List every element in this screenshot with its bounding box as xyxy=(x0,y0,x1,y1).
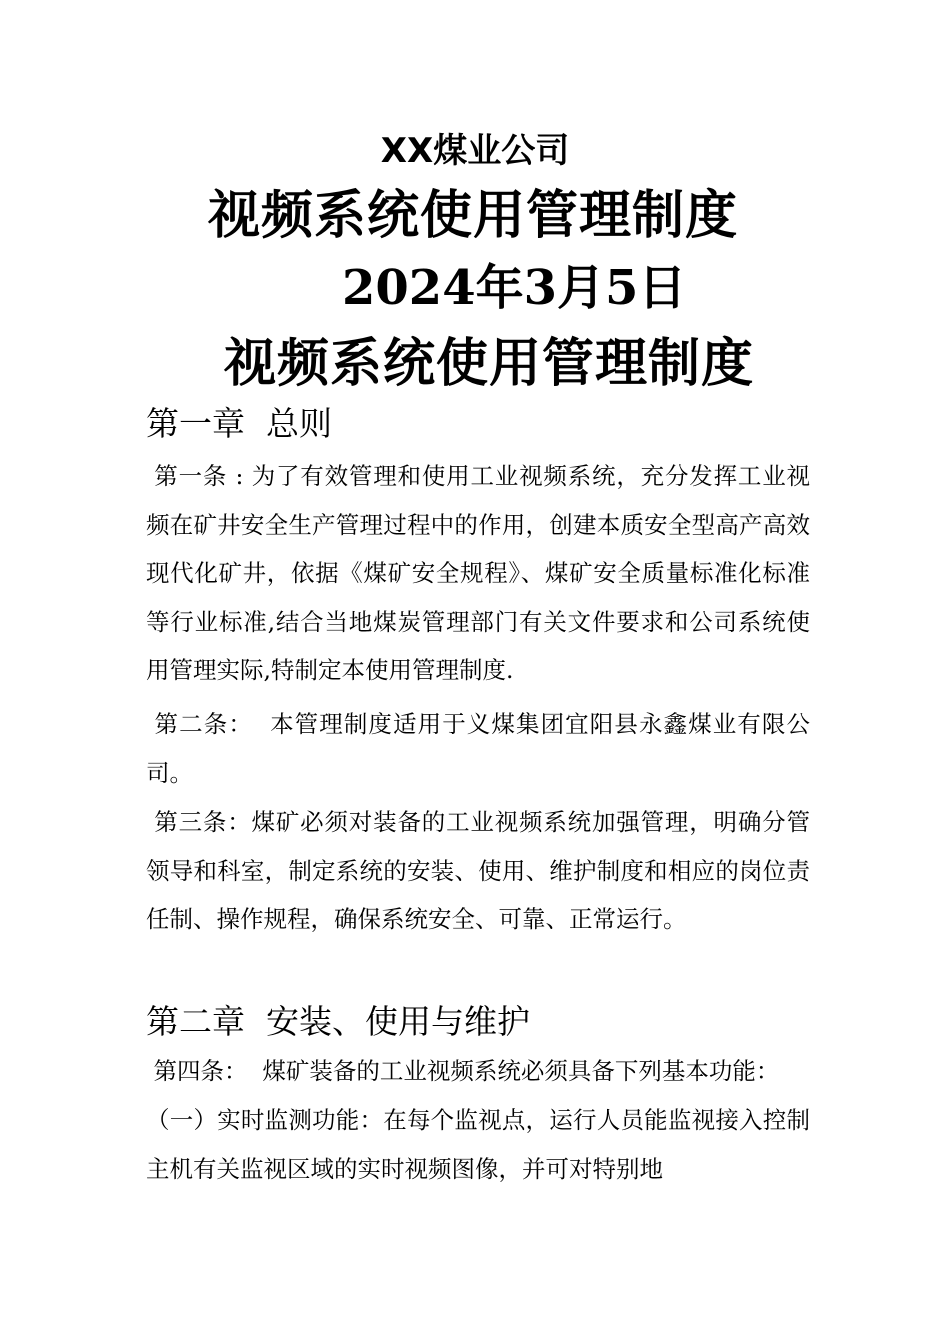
article-4-text: 煤矿装备的工业视频系统必须具备下列基本功能： xyxy=(262,1057,780,1085)
article-1-lead: 第一条 : xyxy=(146,462,252,490)
article-4-item-1-lead: （一） xyxy=(146,1106,218,1134)
article-4-item-1-text: 实时监测功能：在每个监视点，运行人员能监视接入控制主机有关监视区域的实时视频图像，并可对特别地 xyxy=(146,1106,811,1183)
chapter-heading-1: 第一章 总则 xyxy=(146,404,332,443)
document-title: 视频系统使用管理制度 xyxy=(207,186,738,246)
article-4-item-1 xyxy=(146,1096,810,1193)
article-2-text: 本管理制度适用于义煤集团宜阳县永鑫煤业有限公司。 xyxy=(146,710,810,787)
article-4-lead: 第四条： xyxy=(146,1057,263,1085)
company-name: XX煤业公司 xyxy=(380,131,570,171)
article-2-lead: 第二条： xyxy=(146,710,271,738)
article-3-lead: 第三条： xyxy=(146,808,252,836)
article-4 xyxy=(146,1047,810,1096)
article-2 xyxy=(146,700,810,797)
document-date: 2024年3月5日 xyxy=(342,260,687,316)
chapter-heading-2: 第二章 安装、使用与维护 xyxy=(146,1002,530,1041)
article-1 xyxy=(146,452,810,695)
document-title-repeat: 视频系统使用管理制度 xyxy=(223,334,754,394)
article-1-text: 为了有效管理和使用工业视频系统，充分发挥工业视频在矿井安全生产管理过程中的作用，创建本质安全型高产高效现代化矿井，依据《煤矿安全规程》、煤矿安全质量标准化标准等行业标准,结合当地煤炭管理部门有关文件要求和公司系统使用管理实际,特制定本使用管理制度. xyxy=(146,462,811,684)
article-3 xyxy=(146,798,810,944)
article-3-text: 煤矿必须对装备的工业视频系统加强管理，明确分管领导和科室，制定系统的安装、使用、维护制度和相应的岗位责任制、操作规程，确保系统安全、可靠、正常运行。 xyxy=(146,808,810,933)
